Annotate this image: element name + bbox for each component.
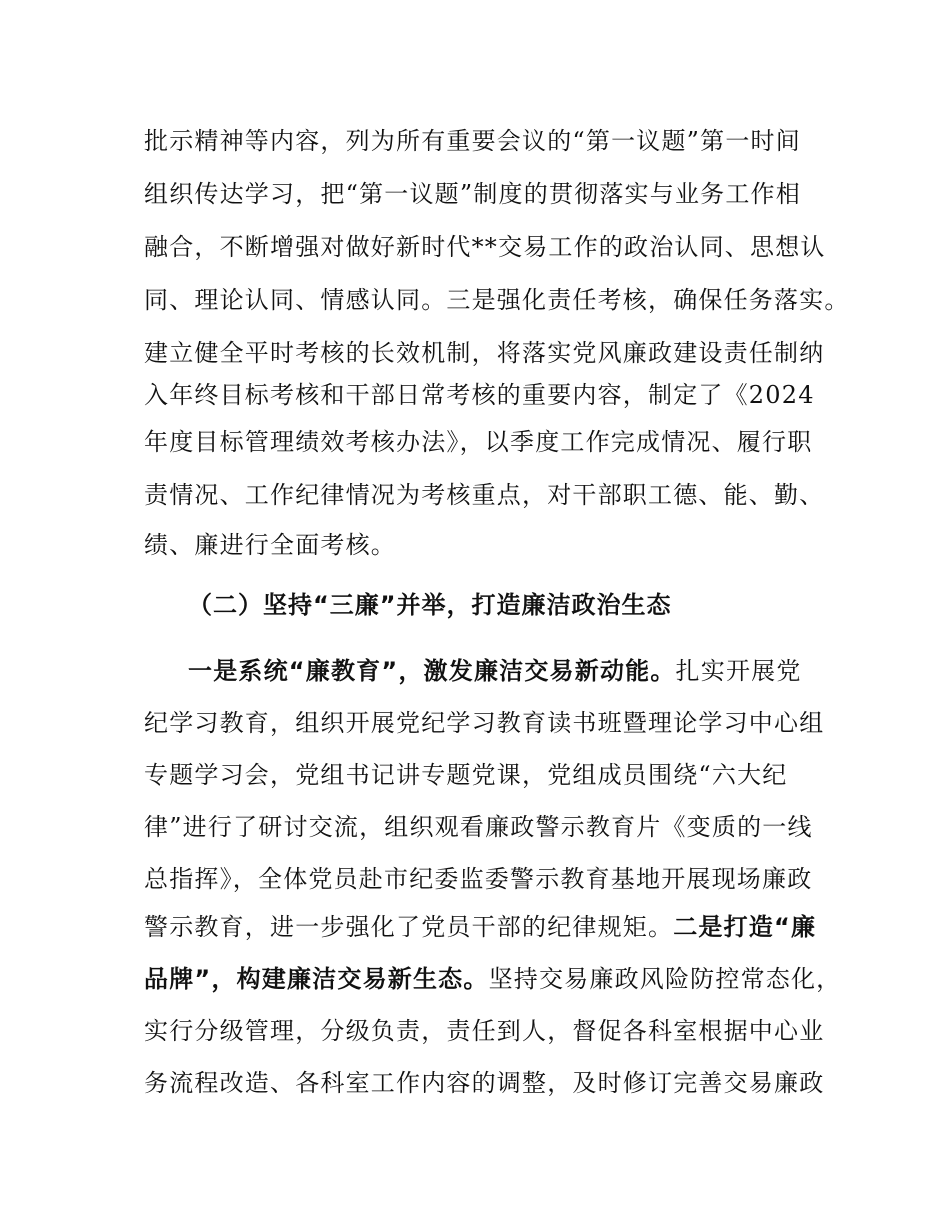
- body-text-span: 扎实开展党: [675, 657, 802, 685]
- body-text-span: 坚持交易廉政风险防控常态化，: [488, 965, 842, 993]
- body-text-line: 融合，不断增强对做好新时代**交易工作的政治认同、思想认: [144, 233, 826, 261]
- body-text-line: 总指挥》，全体党员赴市纪委监委警示教育基地开展现场廉政: [144, 865, 813, 893]
- body-text-line: 同、理论认同、情感认同。三是强化责任考核，确保任务落实。: [144, 286, 850, 314]
- bold-lead-sentence: 一是系统“廉教育”，激发廉洁交易新动能。: [188, 657, 676, 685]
- bold-lead-sentence: 二是打造“廉: [673, 913, 817, 941]
- body-text-span: 警示教育，进一步强化了党员干部的纪律规矩。: [144, 913, 674, 941]
- body-text-line: 组织传达学习，把“第一议题”制度的贯彻落实与业务工作相: [144, 180, 801, 208]
- body-text-line: 务流程改造、各科室工作内容的调整，及时修订完善交易廉政: [144, 1069, 825, 1097]
- mixed-text-line: [144, 964, 841, 994]
- body-text-line: 纪学习教育，组织开展党纪学习教育读书班暨理论学习中心组: [144, 709, 825, 737]
- body-text-line: 绩、廉进行全面考核。: [144, 531, 396, 559]
- section-heading: （二）坚持“三廉”并举，打造廉洁政治生态: [188, 591, 672, 619]
- body-text-line: 批示精神等内容，列为所有重要会议的“第一议题”第一时间: [144, 127, 801, 155]
- body-text-line: 律”进行了研讨交流，组织观看廉政警示教育片《变质的一线: [144, 813, 813, 841]
- body-text-line: 责情况、工作纪律情况为考核重点，对干部职工德、能、勤、: [144, 481, 825, 509]
- body-text-line: 实行分级管理，分级负责，责任到人，督促各科室根据中心业: [144, 1017, 825, 1045]
- mixed-text-line: [144, 912, 816, 942]
- body-text-line: 建立健全平时考核的长效机制，将落实党风廉政建设责任制纳: [144, 339, 825, 367]
- body-text-line: 专题学习会，党组书记讲专题党课，党组成员围绕“六大纪: [144, 761, 788, 789]
- body-text-line: 入年终目标考核和干部日常考核的重要内容，制定了《2024: [144, 381, 815, 409]
- paragraph-first-line: [188, 656, 802, 686]
- bold-lead-sentence: 品牌”，构建廉洁交易新生态。: [144, 965, 489, 993]
- body-text-line: 年度目标管理绩效考核办法》，以季度工作完成情况、履行职: [144, 428, 813, 456]
